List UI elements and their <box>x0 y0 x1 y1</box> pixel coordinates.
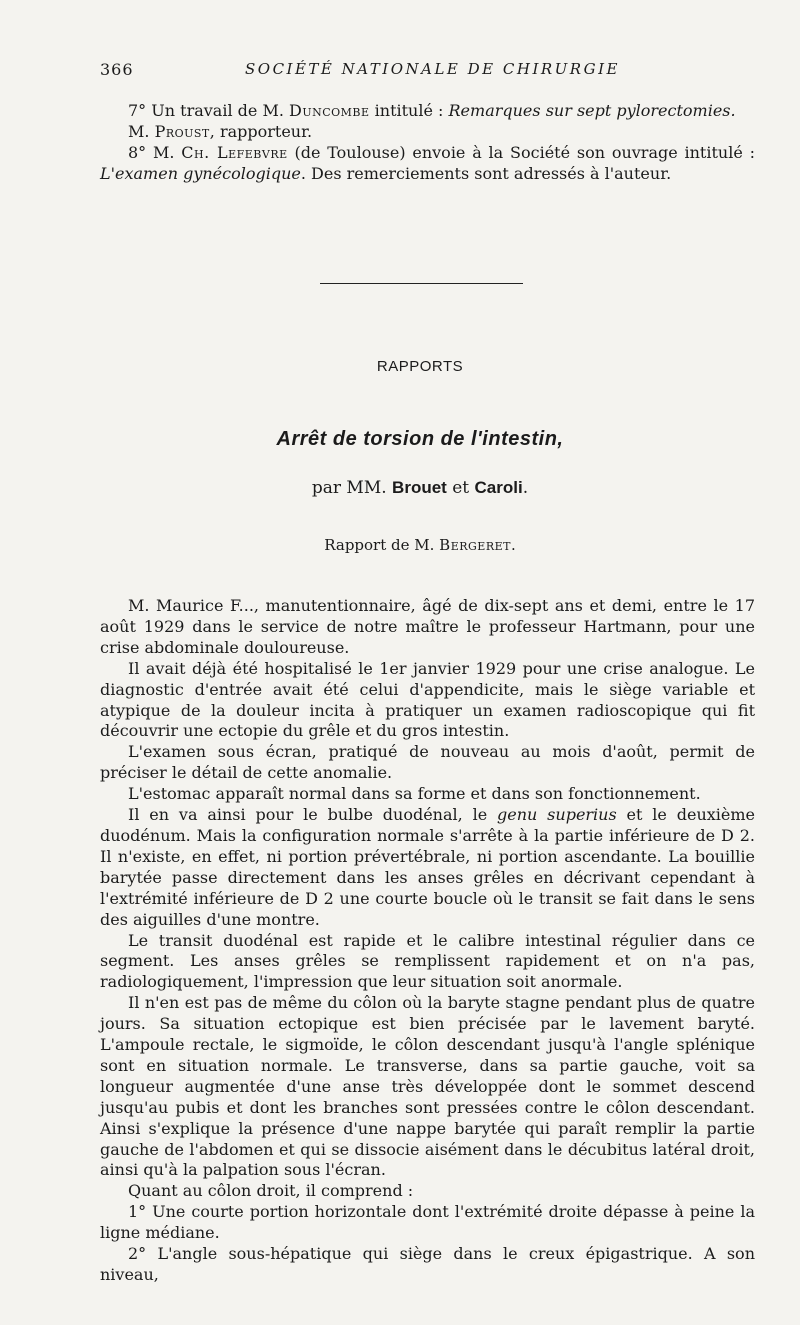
page-header <box>100 60 760 84</box>
latin-term: genu superius <box>497 805 617 825</box>
article-title: Arrêt de torsion de l'intestin, <box>276 428 564 450</box>
intro-item-8: 8° M. Ch. Lefebvre (de Toulouse) envoie à la Société son ouvrage intitulé : L'examen gynécologique. Des remerciements sont adressés à l'auteur. <box>100 143 755 183</box>
page-number: 366 <box>100 60 134 79</box>
article-authors: par MM. Brouet et Caroli. <box>311 478 529 498</box>
rapporteur-name: Proust <box>154 122 210 141</box>
body-paragraph: L'estomac apparaît normal dans sa forme et dans son fonctionnement. <box>128 784 701 804</box>
work-title: L'examen gynécologique <box>100 164 301 183</box>
body-paragraph: Il en va ainsi pour le bulbe duodénal, le genu superius et le deuxième duodénum. Mais la configuration normale s'arrête à la partie inférieure de D 2. Il n'existe, en effet, ni portion prévertébrale, ni portion ascendante. La bouillie barytée passe directement dans les anses grêles en décrivant cependant à l'extrémité inférieure de D 2 une courte boucle où le transit se fait dans le sens des aiguilles d'une montre. <box>100 805 755 929</box>
intro-rapporteur: M. Proust, rapporteur. <box>128 122 313 141</box>
section-title: RAPPORTS <box>376 358 464 375</box>
author-name: Duncombe <box>289 101 370 120</box>
intro-block <box>100 100 755 184</box>
body-paragraph: L'examen sous écran, pratiqué de nouveau au mois d'août, permit de préciser le détail de cette anomalie. <box>100 742 755 783</box>
author-name: Ch. Lefebvre <box>181 143 288 162</box>
article-body <box>100 596 755 1286</box>
body-paragraph: Il avait déjà été hospitalisé le 1er janvier 1929 pour une crise analogue. Le diagnostic d'entrée avait été celui d'appendicite, mais le siège variable et atypique de la douleur incita à pratiquer un examen radioscopique qui fit découvrir une ectopie du grêle et du gros intestin. <box>100 658 755 741</box>
report-by: Rapport de M. Bergeret. <box>324 536 516 554</box>
work-title: Remarques sur sept pylorectomies. <box>448 101 736 120</box>
body-paragraph: 1° Une courte portion horizontale dont l'extrémité droite dépasse à peine la ligne médiane. <box>100 1202 755 1243</box>
section-divider <box>320 283 523 284</box>
body-paragraph: Quant au côlon droit, il comprend : <box>128 1181 414 1201</box>
intro-item-7: 7° Un travail de M. Duncombe intitulé : Remarques sur sept pylorectomies. <box>128 101 736 120</box>
reporter-name: Bergeret <box>439 536 511 554</box>
body-paragraph: 2° L'angle sous-hépatique qui siège dans le creux épigastrique. A son niveau, <box>100 1244 755 1284</box>
author-name: Caroli <box>474 478 523 497</box>
body-paragraph: M. Maurice F..., manutentionnaire, âgé de dix-sept ans et demi, entre le 17 août 1929 dans le service de notre maître le professeur Hartmann, pour une crise abdominale douloureuse. <box>100 596 755 657</box>
body-paragraph: Le transit duodénal est rapide et le calibre intestinal régulier dans ce segment. Les anses grêles se remplissent rapidement et on n'a pas, radiologiquement, l'impression que leur situation soit anormale. <box>100 930 755 992</box>
author-name: Brouet <box>392 478 447 497</box>
body-paragraph: Il n'en est pas de même du côlon où la baryte stagne pendant plus de quatre jours. Sa situation ectopique est bien précisée par le lavement baryté. L'ampoule rectale, le sigmoïde, le côlon descendant jusqu'à l'angle splénique sont en situation normale. Le transverse, dans sa partie gauche, voit sa longueur augmentée d'une anse très développée dont le sommet descend jusqu'au pubis et dont les branches sont pressées contre le côlon descendant. Ainsi s'explique la présence d'une nappe barytée qui paraît remplir la partie gauche de l'abdomen et qui se dissocie aisément dans le décubitus latéral droit, ainsi qu'à la palpation sous l'écran. <box>100 993 755 1180</box>
running-title: SOCIÉTÉ NATIONALE DE CHIRURGIE <box>245 60 620 78</box>
